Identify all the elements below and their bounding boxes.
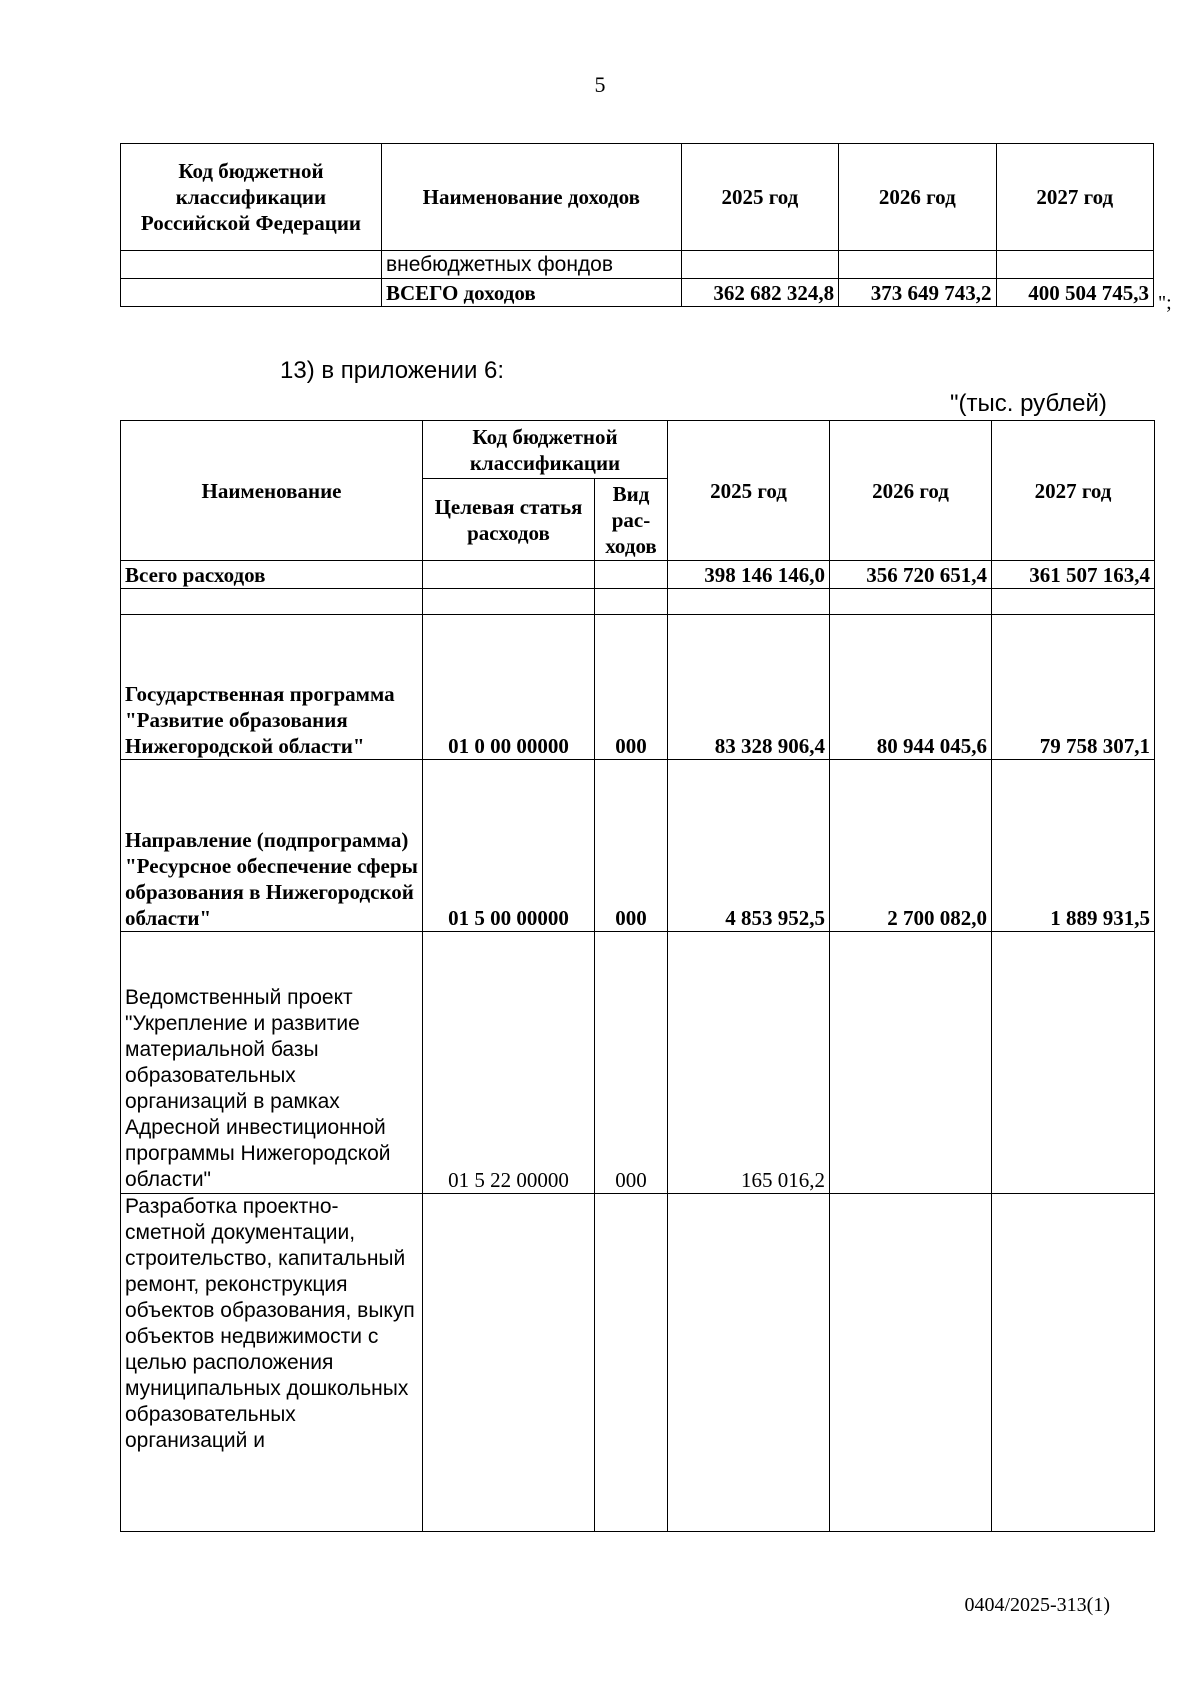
income-2026-cell — [839, 251, 996, 279]
unit-label: "(тыс. рублей) — [950, 390, 1107, 417]
income-name-cell: внебюджетных фондов — [381, 251, 681, 279]
income-table — [120, 143, 1154, 307]
income-total-2025: 362 682 324,8 — [681, 279, 838, 307]
expense-2025-cell: 83 328 906,4 — [668, 615, 830, 760]
expense-2026-cell: 356 720 651,4 — [830, 561, 992, 589]
expense-type-cell — [595, 589, 668, 615]
page-number: 5 — [594, 72, 606, 97]
expense-header-code-group: Код бюджетной классификации — [423, 421, 668, 479]
expense-header-target: Целевая статья расходов — [423, 479, 595, 561]
expense-table — [120, 420, 1155, 1532]
expense-2026-cell: 80 944 045,6 — [830, 615, 992, 760]
expense-2027-cell: 79 758 307,1 — [992, 615, 1155, 760]
expense-2025-cell — [668, 589, 830, 615]
expense-header-name: Наименование — [121, 421, 423, 561]
section-title: 13) в приложении 6: — [280, 357, 505, 384]
table-row — [121, 561, 1155, 589]
expense-target-cell: 01 5 22 00000 — [423, 932, 595, 1194]
expense-target-cell — [423, 561, 595, 589]
income-header-code: Код бюджетной классификации Российской Федерации — [121, 144, 382, 251]
closing-quote-mark: "; — [1158, 292, 1172, 314]
expense-2027-cell: 1 889 931,5 — [992, 760, 1155, 932]
expense-2026-cell — [830, 932, 992, 1194]
table-row — [121, 760, 1155, 932]
table-row — [121, 251, 1154, 279]
expense-name-cell — [121, 589, 423, 615]
expense-2026-cell — [830, 589, 992, 615]
expense-target-cell — [423, 589, 595, 615]
expense-name-cell: Направление (подпрограмма) "Ресурсное обеспечение сферы образования в Нижегородской области" — [121, 760, 423, 932]
expense-2025-cell: 165 016,2 — [668, 932, 830, 1194]
income-header-2026: 2026 год — [839, 144, 996, 251]
expense-target-cell: 01 5 00 00000 — [423, 760, 595, 932]
expense-2027-cell — [992, 932, 1155, 1194]
expense-target-cell: 01 0 00 00000 — [423, 615, 595, 760]
income-total-2026: 373 649 743,2 — [839, 279, 996, 307]
income-code-cell — [121, 251, 382, 279]
expense-2025-cell: 398 146 146,0 — [668, 561, 830, 589]
expense-2026-cell — [830, 1194, 992, 1532]
expense-name-cell: Всего расходов — [121, 561, 423, 589]
expense-header-2027: 2027 год — [992, 421, 1155, 561]
income-header-2027: 2027 год — [996, 144, 1153, 251]
expense-2027-cell — [992, 1194, 1155, 1532]
table-row — [121, 932, 1155, 1194]
income-2027-cell — [996, 251, 1153, 279]
income-2025-cell — [681, 251, 838, 279]
expense-header-2025: 2025 год — [668, 421, 830, 561]
expense-type-cell: 000 — [595, 932, 668, 1194]
income-total-2027: 400 504 745,3 — [996, 279, 1153, 307]
table-row — [121, 1194, 1155, 1532]
expense-type-cell: 000 — [595, 760, 668, 932]
expense-type-cell — [595, 1194, 668, 1532]
expense-2027-cell — [992, 589, 1155, 615]
expense-2027-cell: 361 507 163,4 — [992, 561, 1155, 589]
expense-2026-cell: 2 700 082,0 — [830, 760, 992, 932]
expense-type-cell — [595, 561, 668, 589]
document-code: 0404/2025-313(1) — [964, 1594, 1110, 1616]
expense-name-cell: Ведомственный проект "Укрепление и развитие материальной базы образовательных организаций в рамках Адресной инвестиционной программы Нижегородской области" — [121, 932, 423, 1194]
expense-header-2026: 2026 год — [830, 421, 992, 561]
expense-header-type: Вид рас-ходов — [595, 479, 668, 561]
expense-2025-cell — [668, 1194, 830, 1532]
expense-name-cell: Разработка проектно-сметной документации, строительство, капитальный ремонт, реконструкция объектов образования, выкуп объектов недвижимости с целью расположения муниципальных дошкольных образовательных организаций и — [121, 1194, 423, 1532]
income-header-2025: 2025 год — [681, 144, 838, 251]
table-row — [121, 279, 1154, 307]
table-row — [121, 615, 1155, 760]
expense-name-cell: Государственная программа "Развитие образования Нижегородской области" — [121, 615, 423, 760]
table-row — [121, 589, 1155, 615]
expense-2025-cell: 4 853 952,5 — [668, 760, 830, 932]
income-code-cell — [121, 279, 382, 307]
income-total-label: ВСЕГО доходов — [381, 279, 681, 307]
expense-target-cell — [423, 1194, 595, 1532]
income-header-name: Наименование доходов — [381, 144, 681, 251]
expense-type-cell: 000 — [595, 615, 668, 760]
